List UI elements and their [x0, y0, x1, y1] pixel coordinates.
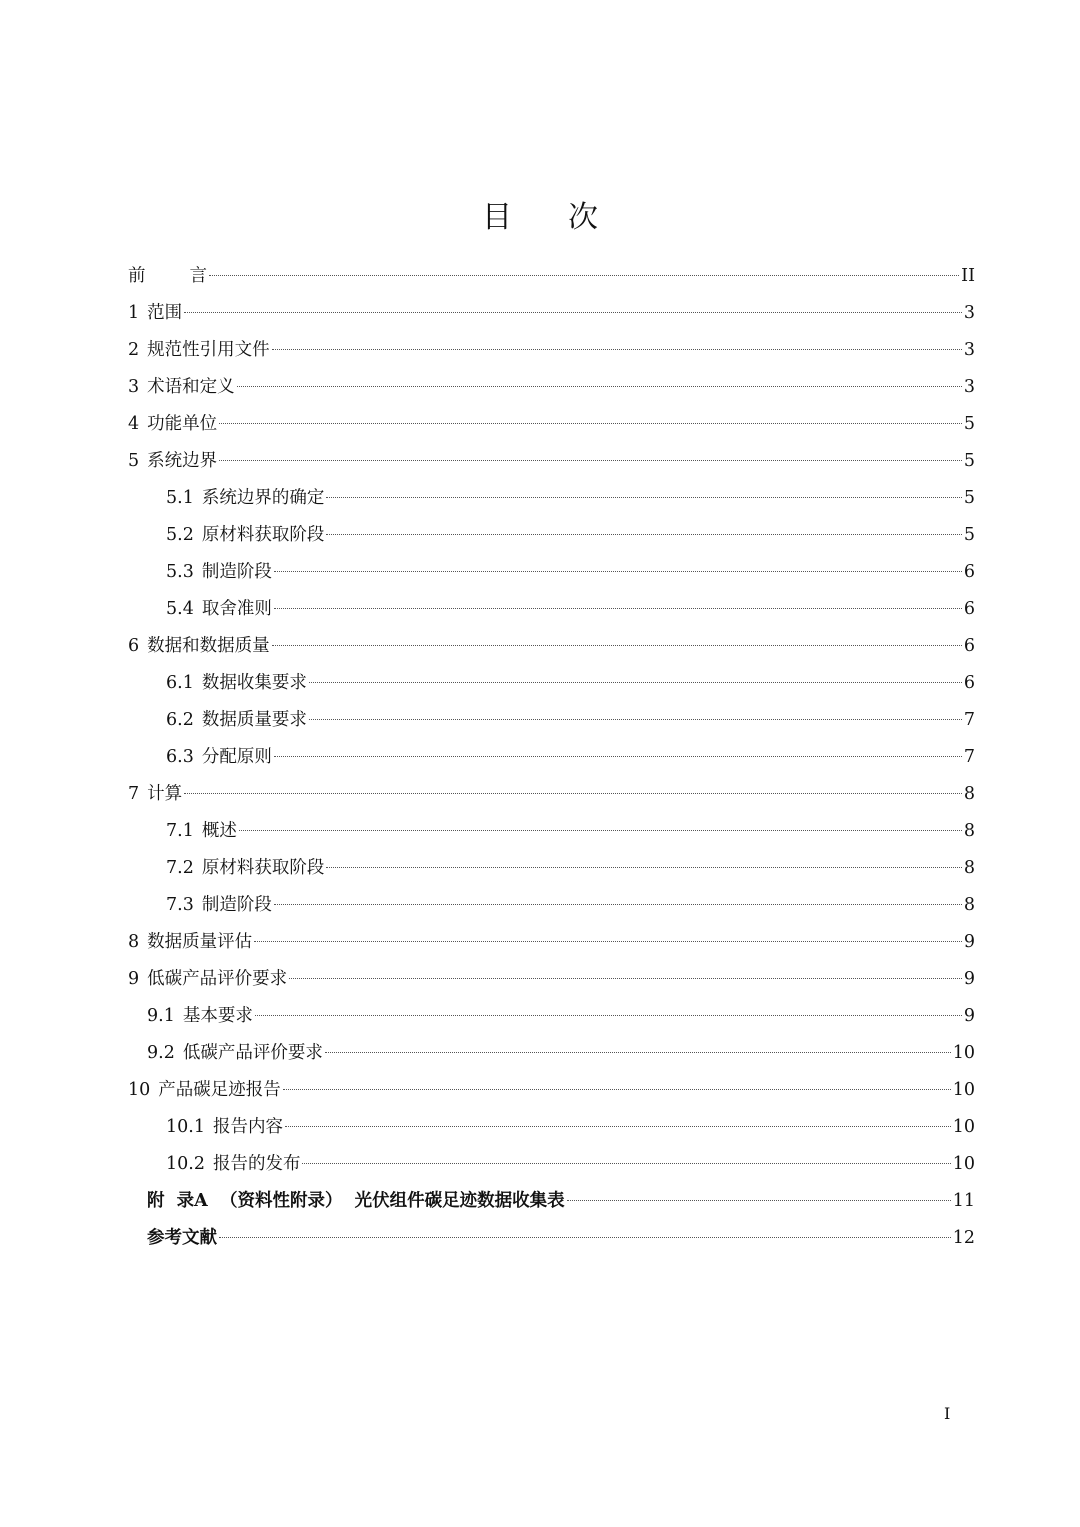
toc-entry-number: 5.1 — [166, 488, 194, 508]
toc-subentry[interactable] — [166, 1109, 975, 1146]
toc-entry-label — [147, 998, 253, 1035]
toc-entry-label — [128, 628, 270, 665]
toc-entry-page: 9 — [963, 932, 975, 952]
dot-leader — [274, 571, 962, 572]
dot-leader — [219, 423, 962, 424]
toc-entry[interactable] — [128, 369, 975, 406]
dot-leader — [274, 904, 962, 905]
toc-entry-text: 规范性引用文件 — [147, 340, 270, 360]
toc-entry-number: 5 — [128, 451, 140, 471]
toc-entry-label — [128, 961, 287, 998]
dot-leader — [302, 1163, 950, 1164]
toc-entry-text: 制造阶段 — [201, 562, 272, 582]
toc-entry-preface[interactable] — [128, 258, 975, 295]
dot-leader — [567, 1200, 951, 1201]
toc-entry-page: 3 — [963, 377, 975, 397]
toc-entry-page: 7 — [963, 710, 975, 730]
dot-leader — [237, 386, 962, 387]
toc-entry-references[interactable] — [147, 1220, 975, 1257]
toc-entry-page: II — [961, 266, 975, 286]
toc-subentry[interactable] — [166, 702, 975, 739]
toc-entry-page: 6 — [963, 562, 975, 582]
toc-entry-text: 取舍准则 — [201, 599, 272, 619]
toc-entry-text: 原材料获取阶段 — [201, 858, 325, 878]
toc-entry-page: 12 — [952, 1228, 975, 1248]
toc-entry-number: 5.2 — [166, 525, 194, 545]
toc-entry[interactable] — [128, 1072, 975, 1109]
toc-entry-text: 术语和定义 — [147, 377, 235, 397]
toc-entry-number: 6.2 — [166, 710, 194, 730]
toc-entry-number: 8 — [128, 932, 140, 952]
toc-entry-page: 5 — [963, 414, 975, 434]
page-number: I — [944, 1404, 951, 1423]
toc-entry-number: 6.3 — [166, 747, 194, 767]
toc-entry-text: 参考文献 — [147, 1228, 217, 1248]
dot-leader — [309, 682, 962, 683]
toc-entry[interactable] — [128, 295, 975, 332]
toc-entry-text: 数据质量要求 — [201, 710, 307, 730]
toc-entry-label — [128, 924, 252, 961]
toc-entry-page: 8 — [963, 821, 975, 841]
toc-entry-number: 2 — [128, 340, 140, 360]
toc-entry-number: 7 — [128, 784, 140, 804]
toc-entry-label — [128, 369, 235, 406]
toc-entry-number: 6 — [128, 636, 140, 656]
toc-entry-text: 计算 — [147, 784, 183, 804]
toc-entry-label — [166, 591, 272, 628]
toc-entry-text: 概述 — [201, 821, 237, 841]
toc-subentry[interactable] — [166, 813, 975, 850]
toc-entry-number: 1 — [128, 303, 140, 323]
preface-char-2: 言 — [189, 266, 207, 286]
toc-subentry[interactable] — [147, 1035, 975, 1072]
toc-subentry[interactable] — [166, 739, 975, 776]
toc-entry-page: 10 — [952, 1080, 975, 1100]
toc-entry-appendix[interactable] — [147, 1183, 975, 1220]
title-char-1: 目 — [482, 200, 512, 235]
dot-leader — [285, 1126, 951, 1127]
toc-entry-label — [166, 1146, 300, 1183]
toc-entry-number: 10.2 — [166, 1154, 205, 1174]
toc-entry[interactable] — [128, 628, 975, 665]
toc-entry-text: 报告内容 — [212, 1117, 283, 1137]
dot-leader — [283, 1089, 951, 1090]
toc-entry-page: 11 — [952, 1191, 975, 1211]
toc-subentry[interactable] — [166, 850, 975, 887]
toc-entry-text: 功能单位 — [147, 414, 218, 434]
toc-entry-page: 8 — [963, 895, 975, 915]
toc-entry-text: 系统边界的确定 — [201, 488, 325, 508]
dot-leader — [309, 719, 962, 720]
toc-entry-text: 低碳产品评价要求 — [182, 1043, 323, 1063]
dot-leader — [272, 645, 962, 646]
toc-entry-label — [128, 406, 217, 443]
toc-entry-number: 10.1 — [166, 1117, 205, 1137]
toc-entry-label — [166, 739, 272, 776]
toc-entry-page: 8 — [963, 858, 975, 878]
toc-entry-text: 范围 — [147, 303, 183, 323]
dot-leader — [274, 608, 962, 609]
toc-subentry[interactable] — [166, 1146, 975, 1183]
toc-subentry[interactable] — [166, 554, 975, 591]
toc-entry-page: 6 — [963, 673, 975, 693]
toc-entry-page: 3 — [963, 340, 975, 360]
toc-entry-page: 5 — [963, 451, 975, 471]
dot-leader — [272, 349, 962, 350]
toc-entry-label — [128, 443, 217, 480]
dot-leader — [239, 830, 962, 831]
toc-subentry[interactable] — [147, 998, 975, 1035]
dot-leader — [219, 1237, 951, 1238]
toc-subentry[interactable] — [166, 887, 975, 924]
toc-entry-text: 基本要求 — [182, 1006, 253, 1026]
toc-entry-text: 报告的发布 — [212, 1154, 301, 1174]
toc-entry-page: 5 — [963, 525, 975, 545]
toc-entry-text: 低碳产品评价要求 — [147, 969, 288, 989]
toc-entry-page: 10 — [952, 1154, 975, 1174]
preface-char-1: 前 — [128, 266, 146, 286]
toc-entry-label — [166, 813, 237, 850]
dot-leader — [255, 1015, 962, 1016]
dot-leader — [254, 941, 962, 942]
toc-entry-number: 6.1 — [166, 673, 194, 693]
toc-entry-text: 附 录A （资料性附录） 光伏组件碳足迹数据收集表 — [147, 1191, 565, 1211]
toc-entry-page: 10 — [952, 1117, 975, 1137]
toc-entry-page: 8 — [963, 784, 975, 804]
dot-leader — [219, 460, 962, 461]
toc-entry-number: 5.4 — [166, 599, 194, 619]
toc-entry-text: 原材料获取阶段 — [201, 525, 325, 545]
toc-entry-number: 10 — [128, 1080, 151, 1100]
toc-entry-text: 产品碳足迹报告 — [158, 1080, 281, 1100]
toc-entry-page: 10 — [952, 1043, 975, 1063]
toc-subentry[interactable] — [166, 665, 975, 702]
toc-entry[interactable] — [128, 924, 975, 961]
toc-entry-label — [166, 517, 324, 554]
toc-entry-text: 数据收集要求 — [201, 673, 307, 693]
toc-entry-label — [128, 295, 182, 332]
toc-entry-page: 7 — [963, 747, 975, 767]
toc-entry-number: 7.2 — [166, 858, 194, 878]
dot-leader — [289, 978, 962, 979]
toc-entry-number: 9 — [128, 969, 140, 989]
dot-leader — [274, 756, 962, 757]
toc-entry-number: 5.3 — [166, 562, 194, 582]
toc-subentry[interactable] — [166, 591, 975, 628]
toc-entry-number: 7.3 — [166, 895, 194, 915]
toc-entry-label — [166, 1109, 283, 1146]
toc-entry-label — [128, 332, 270, 369]
toc-entry-page: 6 — [963, 636, 975, 656]
toc-entry-label — [128, 776, 182, 813]
toc-entry[interactable] — [128, 332, 975, 369]
toc-entry-number: 3 — [128, 377, 140, 397]
toc-entry-label — [166, 702, 307, 739]
toc-entry-label — [128, 1072, 281, 1109]
toc-entry-text: 制造阶段 — [201, 895, 272, 915]
toc-entry[interactable] — [128, 776, 975, 813]
toc-entry-text: 分配原则 — [201, 747, 272, 767]
dot-leader — [326, 867, 962, 868]
toc-entry-label — [166, 665, 307, 702]
toc-entry-page: 3 — [963, 303, 975, 323]
toc-entry-number: 9.2 — [147, 1043, 175, 1063]
dot-leader — [326, 497, 962, 498]
toc-entry-label — [166, 887, 272, 924]
toc-entry[interactable] — [128, 406, 975, 443]
toc-entry-page: 9 — [963, 1006, 975, 1026]
dot-leader — [184, 793, 962, 794]
toc-entry-label — [166, 554, 272, 591]
toc-entry-page: 9 — [963, 969, 975, 989]
toc-subentry[interactable] — [166, 517, 975, 554]
page-title — [0, 196, 1080, 240]
toc-entry-label — [166, 480, 324, 517]
toc-entry-label — [128, 258, 207, 295]
toc-entry-page: 5 — [963, 488, 975, 508]
dot-leader — [326, 534, 962, 535]
toc-entry-text: 系统边界 — [147, 451, 218, 471]
toc-entry-number: 4 — [128, 414, 140, 434]
toc-entry-number: 7.1 — [166, 821, 194, 841]
toc-entry-text: 数据质量评估 — [147, 932, 253, 952]
toc-entry-page: 6 — [963, 599, 975, 619]
dot-leader — [184, 312, 962, 313]
toc-entry-number: 9.1 — [147, 1006, 175, 1026]
dot-leader — [209, 275, 959, 276]
toc-entry[interactable] — [128, 961, 975, 998]
toc-entry-label — [166, 850, 324, 887]
toc-entry-text: 数据和数据质量 — [147, 636, 270, 656]
dot-leader — [325, 1052, 951, 1053]
toc-entry[interactable] — [128, 443, 975, 480]
toc-subentry[interactable] — [166, 480, 975, 517]
toc-entry-label — [147, 1035, 323, 1072]
title-char-2: 次 — [568, 200, 598, 235]
